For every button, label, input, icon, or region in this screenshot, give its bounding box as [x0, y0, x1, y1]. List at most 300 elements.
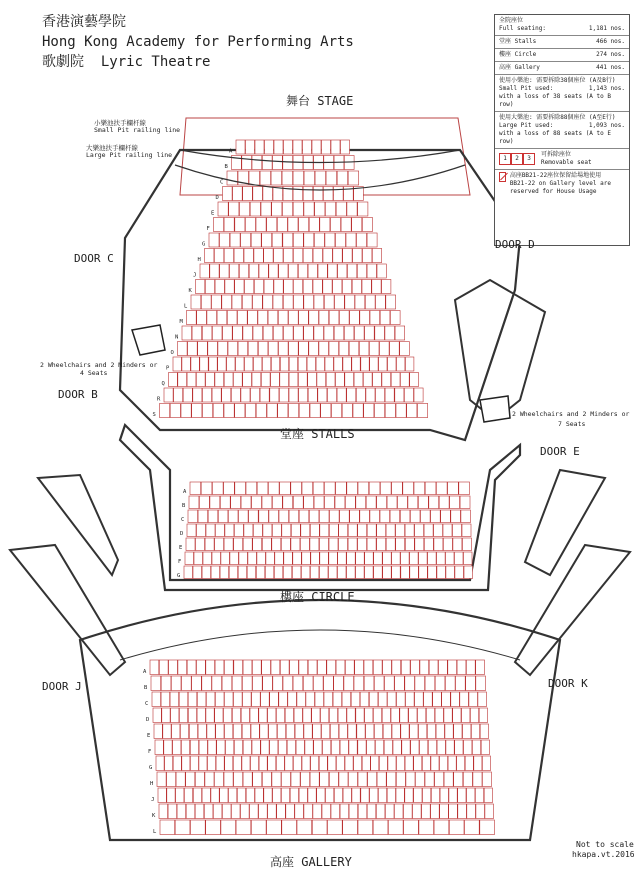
seat[interactable] [214, 772, 223, 787]
seat[interactable] [358, 524, 367, 537]
seat[interactable] [467, 804, 476, 819]
seat[interactable] [436, 482, 447, 495]
seat[interactable] [187, 373, 196, 387]
seat[interactable] [199, 740, 207, 755]
seat[interactable] [298, 264, 307, 278]
seat[interactable] [395, 388, 404, 402]
seat[interactable] [260, 388, 269, 402]
seat[interactable] [345, 660, 354, 675]
seat[interactable] [298, 373, 307, 387]
seat[interactable] [356, 388, 365, 402]
seat[interactable] [395, 326, 405, 340]
seat[interactable] [243, 692, 252, 707]
seat[interactable] [248, 342, 258, 356]
seat[interactable] [329, 538, 338, 551]
seat[interactable] [410, 566, 419, 579]
seat[interactable] [365, 295, 375, 309]
seat[interactable] [338, 552, 347, 565]
seat[interactable] [369, 482, 380, 495]
seat[interactable] [369, 692, 378, 707]
seat[interactable] [234, 538, 243, 551]
seat[interactable] [186, 772, 195, 787]
seat[interactable] [424, 524, 433, 537]
seat[interactable] [226, 740, 234, 755]
seat[interactable] [243, 772, 252, 787]
seat[interactable] [218, 202, 228, 216]
seat[interactable] [429, 496, 439, 509]
seat[interactable] [347, 566, 356, 579]
seat[interactable] [279, 510, 289, 523]
seat[interactable] [252, 660, 261, 675]
seat[interactable] [324, 676, 334, 691]
seat[interactable] [267, 820, 282, 835]
seat[interactable] [315, 692, 324, 707]
seat[interactable] [273, 295, 283, 309]
seat[interactable] [376, 295, 386, 309]
seat[interactable] [299, 404, 309, 418]
seat[interactable] [193, 566, 202, 579]
seat[interactable] [376, 388, 385, 402]
seat[interactable] [305, 740, 313, 755]
seat[interactable] [234, 249, 243, 263]
seat[interactable] [434, 820, 449, 835]
seat[interactable] [325, 357, 333, 371]
seat[interactable] [235, 218, 245, 232]
seat[interactable] [329, 524, 338, 537]
seat[interactable] [286, 804, 295, 819]
seat[interactable] [164, 388, 173, 402]
seat[interactable] [380, 342, 390, 356]
seat[interactable] [282, 524, 291, 537]
seat[interactable] [321, 708, 329, 723]
seat[interactable] [431, 788, 439, 803]
seat[interactable] [348, 772, 357, 787]
seat[interactable] [224, 692, 233, 707]
seat[interactable] [210, 264, 219, 278]
seat[interactable] [435, 772, 444, 787]
seat[interactable] [466, 676, 476, 691]
seat[interactable] [304, 233, 314, 247]
seat[interactable] [157, 772, 166, 787]
seat[interactable] [152, 692, 161, 707]
seat[interactable] [181, 404, 191, 418]
seat[interactable] [383, 566, 392, 579]
seat[interactable] [279, 342, 289, 356]
seat[interactable] [303, 140, 312, 154]
seat[interactable] [251, 724, 259, 739]
seat[interactable] [242, 724, 250, 739]
seat[interactable] [197, 311, 207, 325]
seat[interactable] [262, 496, 272, 509]
seat[interactable] [197, 708, 205, 723]
seat[interactable] [392, 566, 401, 579]
seat[interactable] [347, 708, 355, 723]
seat[interactable] [241, 388, 250, 402]
seat[interactable] [352, 218, 362, 232]
seat[interactable] [215, 373, 224, 387]
seat[interactable] [434, 524, 443, 537]
seat[interactable] [176, 772, 185, 787]
seat[interactable] [227, 171, 238, 185]
seat[interactable] [177, 804, 186, 819]
seat[interactable] [418, 496, 428, 509]
seat[interactable] [367, 804, 376, 819]
seat[interactable] [310, 404, 320, 418]
seat[interactable] [172, 724, 180, 739]
seat[interactable] [276, 756, 284, 771]
seat[interactable] [283, 676, 293, 691]
seat[interactable] [215, 692, 224, 707]
seat[interactable] [280, 373, 289, 387]
seat[interactable] [329, 772, 338, 787]
seat[interactable] [304, 295, 314, 309]
seat[interactable] [328, 264, 337, 278]
seat[interactable] [325, 496, 335, 509]
seat[interactable] [400, 708, 408, 723]
seat[interactable] [327, 660, 336, 675]
seat[interactable] [458, 788, 466, 803]
seat[interactable] [182, 357, 190, 371]
seat[interactable] [328, 388, 337, 402]
seat[interactable] [323, 249, 332, 263]
seat[interactable] [343, 249, 352, 263]
seat[interactable] [214, 218, 224, 232]
seat[interactable] [293, 202, 303, 216]
seat[interactable] [387, 496, 397, 509]
seat[interactable] [457, 660, 466, 675]
seat[interactable] [347, 388, 356, 402]
seat[interactable] [318, 388, 327, 402]
seat[interactable] [464, 740, 472, 755]
seat[interactable] [223, 187, 233, 201]
seat[interactable] [319, 510, 329, 523]
seat[interactable] [206, 692, 215, 707]
seat[interactable] [397, 756, 405, 771]
seat[interactable] [251, 233, 261, 247]
seat[interactable] [396, 772, 405, 787]
seat[interactable] [403, 482, 414, 495]
seat[interactable] [319, 342, 329, 356]
seat[interactable] [306, 692, 315, 707]
seat[interactable] [225, 756, 233, 771]
seat[interactable] [322, 804, 331, 819]
seat[interactable] [167, 772, 176, 787]
seat[interactable] [360, 692, 369, 707]
seat[interactable] [400, 510, 410, 523]
seat[interactable] [167, 788, 175, 803]
seat[interactable] [220, 496, 230, 509]
seat[interactable] [236, 820, 251, 835]
seat[interactable] [395, 676, 405, 691]
seat[interactable] [216, 756, 224, 771]
seat[interactable] [440, 788, 448, 803]
seat[interactable] [245, 218, 255, 232]
seat[interactable] [294, 326, 304, 340]
seat[interactable] [377, 524, 386, 537]
seat[interactable] [200, 357, 208, 371]
seat[interactable] [320, 218, 330, 232]
seat[interactable] [206, 820, 221, 835]
seat[interactable] [271, 373, 280, 387]
seat[interactable] [471, 724, 479, 739]
seat[interactable] [290, 660, 299, 675]
seat[interactable] [419, 820, 434, 835]
seat[interactable] [340, 510, 350, 523]
seat[interactable] [192, 404, 202, 418]
seat[interactable] [208, 510, 218, 523]
seat[interactable] [370, 788, 378, 803]
seat[interactable] [387, 772, 396, 787]
seat[interactable] [201, 482, 212, 495]
seat[interactable] [209, 233, 219, 247]
seat[interactable] [212, 388, 221, 402]
seat[interactable] [234, 772, 243, 787]
seat[interactable] [221, 552, 230, 565]
seat[interactable] [360, 510, 370, 523]
seat[interactable] [301, 566, 310, 579]
seat[interactable] [388, 820, 403, 835]
seat[interactable] [304, 171, 315, 185]
seat[interactable] [308, 788, 316, 803]
seat[interactable] [171, 708, 179, 723]
seat[interactable] [481, 740, 489, 755]
seat[interactable] [258, 311, 268, 325]
seat[interactable] [372, 280, 381, 294]
seat[interactable] [263, 326, 273, 340]
seat[interactable] [378, 692, 387, 707]
seat[interactable] [349, 804, 358, 819]
seat[interactable] [455, 566, 464, 579]
seat[interactable] [213, 404, 223, 418]
seat[interactable] [425, 676, 435, 691]
seat[interactable] [342, 404, 352, 418]
seat[interactable] [385, 326, 395, 340]
seat[interactable] [329, 708, 337, 723]
seat[interactable] [428, 552, 437, 565]
seat[interactable] [302, 756, 310, 771]
seat[interactable] [264, 249, 273, 263]
seat[interactable] [251, 388, 260, 402]
seat[interactable] [345, 295, 355, 309]
seat[interactable] [404, 804, 413, 819]
seat[interactable] [445, 724, 453, 739]
seat[interactable] [339, 772, 348, 787]
seat[interactable] [396, 788, 404, 803]
seat[interactable] [248, 311, 258, 325]
seat[interactable] [232, 295, 242, 309]
seat[interactable] [451, 692, 460, 707]
seat[interactable] [333, 249, 342, 263]
seat[interactable] [377, 538, 386, 551]
seat[interactable] [214, 249, 223, 263]
seat[interactable] [316, 357, 324, 371]
seat[interactable] [234, 740, 242, 755]
seat[interactable] [264, 788, 272, 803]
seat[interactable] [169, 660, 178, 675]
seat[interactable] [476, 676, 486, 691]
seat[interactable] [415, 538, 424, 551]
seat[interactable] [192, 676, 202, 691]
seat[interactable] [268, 756, 276, 771]
seat[interactable] [382, 708, 390, 723]
seat[interactable] [382, 373, 391, 387]
seat[interactable] [256, 404, 266, 418]
seat[interactable] [342, 280, 351, 294]
seat[interactable] [310, 566, 319, 579]
seat[interactable] [233, 756, 241, 771]
seat[interactable] [278, 740, 286, 755]
seat[interactable] [353, 404, 363, 418]
seat[interactable] [390, 342, 400, 356]
seat[interactable] [259, 804, 268, 819]
seat[interactable] [208, 740, 216, 755]
seat[interactable] [295, 804, 304, 819]
seat[interactable] [400, 342, 410, 356]
seat[interactable] [227, 357, 235, 371]
seat[interactable] [272, 538, 281, 551]
seat[interactable] [228, 510, 238, 523]
seat[interactable] [193, 788, 201, 803]
seat[interactable] [173, 357, 181, 371]
seat[interactable] [465, 820, 480, 835]
seat[interactable] [206, 708, 214, 723]
seat[interactable] [348, 538, 357, 551]
seat[interactable] [320, 552, 329, 565]
seat[interactable] [304, 724, 312, 739]
seat[interactable] [386, 524, 395, 537]
seat[interactable] [267, 218, 277, 232]
seat[interactable] [229, 202, 239, 216]
seat[interactable] [293, 171, 304, 185]
seat[interactable] [303, 280, 312, 294]
seat[interactable] [480, 820, 495, 835]
seat[interactable] [294, 708, 302, 723]
seat[interactable] [326, 788, 334, 803]
seat[interactable] [303, 676, 313, 691]
seat[interactable] [231, 804, 240, 819]
seat[interactable] [320, 524, 329, 537]
seat[interactable] [343, 357, 351, 371]
seat[interactable] [375, 326, 385, 340]
seat[interactable] [268, 342, 278, 356]
seat[interactable] [205, 538, 214, 551]
seat[interactable] [259, 708, 267, 723]
seat[interactable] [299, 388, 308, 402]
seat[interactable] [243, 326, 253, 340]
seat[interactable] [474, 756, 482, 771]
seat[interactable] [425, 772, 434, 787]
seat[interactable] [276, 708, 284, 723]
seat[interactable] [401, 660, 410, 675]
seat[interactable] [391, 708, 399, 723]
seat[interactable] [388, 357, 396, 371]
seat[interactable] [484, 788, 492, 803]
seat[interactable] [459, 482, 470, 495]
seat[interactable] [337, 388, 346, 402]
seat[interactable] [466, 660, 475, 675]
seat[interactable] [463, 772, 472, 787]
seat[interactable] [293, 233, 303, 247]
seat[interactable] [253, 538, 262, 551]
seat[interactable] [220, 233, 230, 247]
seat[interactable] [233, 373, 242, 387]
seat[interactable] [212, 552, 221, 565]
seat[interactable] [343, 788, 351, 803]
seat[interactable] [448, 482, 459, 495]
seat[interactable] [233, 187, 243, 201]
seat[interactable] [404, 820, 419, 835]
seat[interactable] [291, 538, 300, 551]
seat[interactable] [270, 740, 278, 755]
seat[interactable] [243, 538, 252, 551]
seat[interactable] [308, 660, 317, 675]
seat[interactable] [262, 538, 271, 551]
seat[interactable] [236, 140, 245, 154]
seat[interactable] [311, 756, 319, 771]
seat[interactable] [198, 724, 206, 739]
seat[interactable] [220, 566, 229, 579]
seat[interactable] [263, 524, 272, 537]
seat[interactable] [268, 311, 278, 325]
seat[interactable] [292, 566, 301, 579]
seat[interactable] [234, 524, 243, 537]
seat[interactable] [370, 311, 380, 325]
seat[interactable] [253, 676, 263, 691]
seat[interactable] [334, 326, 344, 340]
seat[interactable] [370, 510, 380, 523]
seat[interactable] [272, 772, 281, 787]
seat[interactable] [463, 724, 471, 739]
seat[interactable] [348, 264, 357, 278]
seat[interactable] [280, 357, 288, 371]
seat[interactable] [443, 538, 452, 551]
seat[interactable] [257, 482, 268, 495]
seat[interactable] [336, 756, 344, 771]
seat[interactable] [263, 187, 273, 201]
seat[interactable] [282, 171, 293, 185]
seat[interactable] [191, 295, 201, 309]
seat[interactable] [366, 724, 374, 739]
seat[interactable] [254, 357, 262, 371]
seat[interactable] [202, 788, 210, 803]
seat[interactable] [224, 482, 235, 495]
seat[interactable] [258, 342, 268, 356]
seat[interactable] [220, 264, 229, 278]
seat[interactable] [264, 280, 273, 294]
seat[interactable] [405, 756, 413, 771]
seat[interactable] [182, 326, 192, 340]
seat[interactable] [463, 538, 472, 551]
seat[interactable] [313, 724, 321, 739]
seat[interactable] [275, 552, 284, 565]
seat[interactable] [274, 140, 283, 154]
seat[interactable] [377, 264, 386, 278]
seat[interactable] [415, 692, 424, 707]
seat[interactable] [188, 708, 196, 723]
seat[interactable] [213, 804, 222, 819]
seat[interactable] [455, 552, 464, 565]
seat[interactable] [304, 804, 313, 819]
seat[interactable] [383, 552, 392, 565]
seat[interactable] [338, 566, 347, 579]
seat[interactable] [156, 756, 164, 771]
seat[interactable] [414, 788, 422, 803]
seat[interactable] [289, 311, 299, 325]
seat[interactable] [187, 524, 196, 537]
seat[interactable] [374, 552, 383, 565]
seat[interactable] [318, 660, 327, 675]
seat[interactable] [212, 676, 222, 691]
